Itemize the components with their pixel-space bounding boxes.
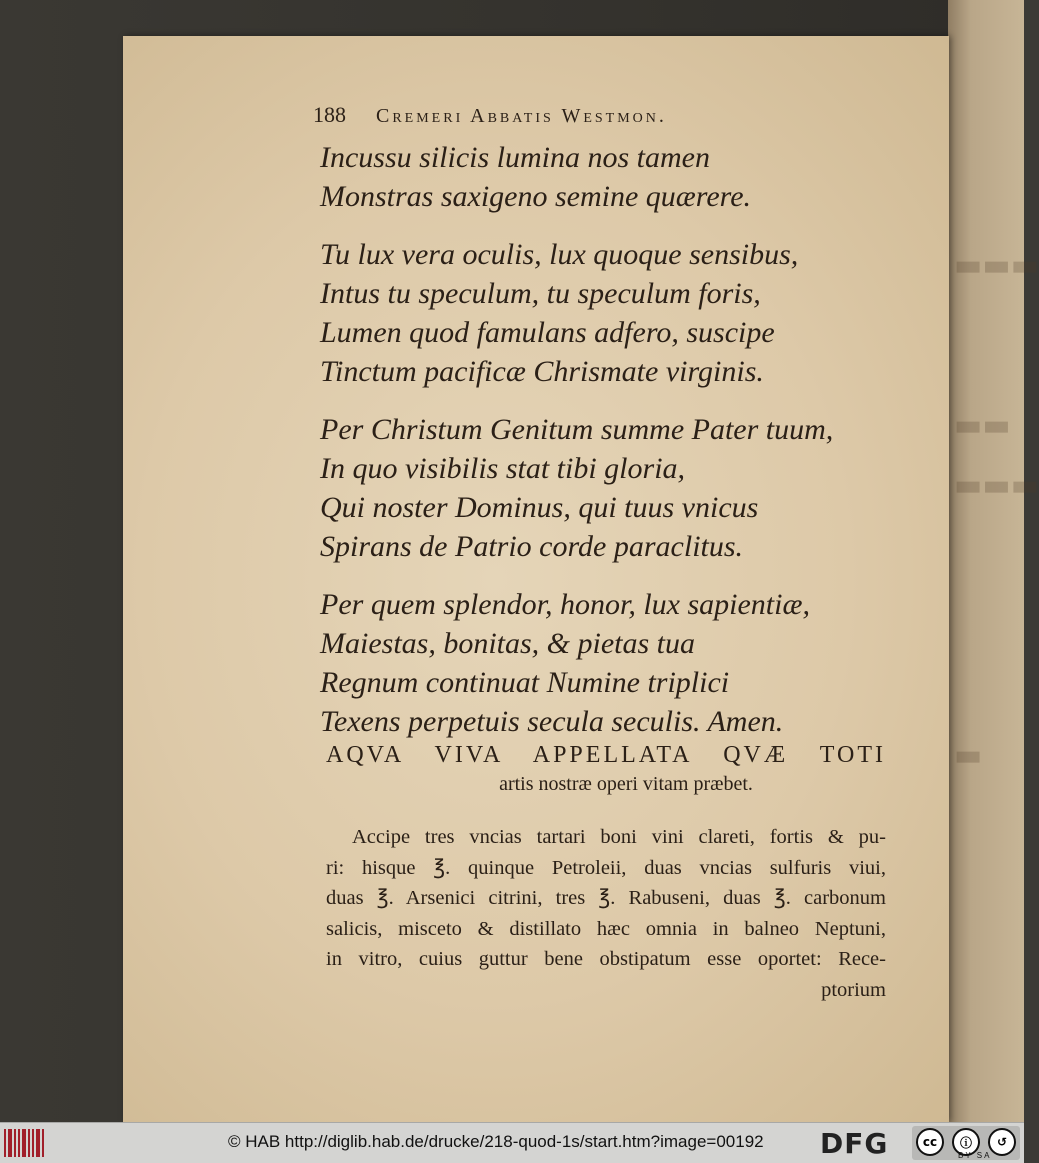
stanza [320,585,880,741]
book-page [123,36,949,1122]
facing-page-edge: ▬▬▬ ▬▬ ▬▬▬ ▬ [948,0,1024,1122]
verse-line: Per quem splendor, honor, lux sapientiæ, [320,588,810,621]
cc-icon: cc [916,1128,944,1156]
verse-line: Per Christum Genitum summe Pater tuum, [320,413,834,446]
viewer-footer [0,1122,1024,1163]
recipe-text [326,822,886,1005]
license-caption: BY SA [958,1151,992,1160]
prose-line: Accipe tres vncias tartari boni vini clareti, fortis & pu- [352,826,886,848]
verse-line: Lumen quod famulans adfero, suscipe [320,316,775,349]
verse-line: Incussu silicis lumina nos tamen [320,141,710,174]
verse-line: Texens perpetuis secula seculis. Amen. [320,705,784,738]
verse-line: Monstras saxigeno semine quærere. [320,180,752,213]
permalink-link[interactable]: © HAB http://diglib.hab.de/drucke/218-quod-1s/start.htm?image=00192 [228,1132,764,1151]
stanza [320,138,880,216]
hab-barcode-icon[interactable] [4,1129,46,1157]
verse-line: Spirans de Patrio corde paraclitus. [320,530,744,563]
prose-line: ri: hisque ℥. quinque Petroleii, duas vncias sulfuris viui, [326,856,886,879]
verse-line: Maiestas, bonitas, & pietas tua [320,627,695,660]
section-heading-main: AQVA VIVA APPELLATA QVÆ TOTI [326,742,886,768]
verse-line: Tinctum pacificæ Chrismate virginis. [320,355,764,388]
verse-line: Tu lux vera oculis, lux quoque sensibus, [320,238,799,271]
verse-line: Regnum continuat Numine triplici [320,666,730,699]
verse-line: Qui noster Dominus, qui tuus vnicus [320,491,759,524]
verse-line: In quo visibilis stat tibi gloria, [320,452,686,485]
prose-line: in vitro, cuius guttur bene obstipatum esse oportet: Rece- [326,948,886,970]
dfg-logo[interactable]: DFG [820,1127,889,1160]
sa-icon: ↺ [988,1128,1016,1156]
verse-line: Intus tu speculum, tu speculum foris, [320,277,761,310]
running-title: Cremeri Abbatis Westmon. [376,105,667,127]
section-heading [326,742,886,796]
by-icon: ⓘ [952,1128,980,1156]
hymn-verse [320,138,880,760]
catchword: ptorium [821,978,886,1001]
running-head [313,102,793,136]
prose-line: salicis, misceto & distillato hæc omnia in balneo Neptuni, [326,917,886,940]
stanza [320,410,880,566]
license-badge[interactable] [912,1126,1020,1160]
section-heading-sub: artis nostræ operi vitam præbet. [499,773,753,795]
prose-line: duas ℥. Arsenici citrini, tres ℥. Rabuseni, duas ℥. carbonum [326,887,886,909]
page-number: 188 [313,102,346,127]
stanza [320,235,880,391]
